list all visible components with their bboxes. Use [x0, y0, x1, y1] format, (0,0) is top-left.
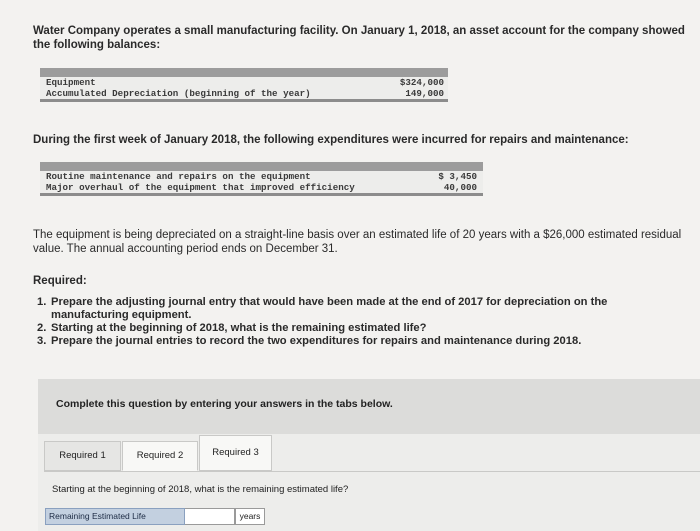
item-text: Prepare the adjusting journal entry that would have been made at the end of 2017 for depreciation on the manufacturing equipment.: [51, 296, 608, 321]
item-text: Prepare the journal entries to record the two expenditures for repairs and maintenance during 2018.: [51, 335, 582, 347]
table-header-bar: [40, 162, 483, 171]
balances-table: [40, 68, 448, 102]
row-label: Accumulated Depreciation (beginning of the year): [46, 88, 311, 99]
tab-divider: [44, 471, 700, 472]
list-item: [37, 296, 687, 322]
remaining-life-input[interactable]: [185, 508, 235, 525]
expenditures-paragraph: During the first week of January 2018, the following expenditures were incurred for repairs and maintenance:: [33, 134, 629, 146]
item-number: 1.: [37, 296, 47, 308]
item-number: 3.: [37, 335, 47, 347]
table-footer-bar: [40, 99, 448, 102]
instruction-panel: [38, 379, 700, 434]
row-label: Major overhaul of the equipment that improved efficiency: [46, 182, 355, 193]
row-amount: $324,000: [399, 77, 444, 88]
row-label: Equipment: [46, 77, 96, 88]
table-header-bar: [40, 68, 448, 77]
question-text: Starting at the beginning of 2018, what is the remaining estimated life?: [52, 484, 349, 495]
required-heading: Required:: [33, 275, 87, 287]
instruction-text: Complete this question by entering your answers in the tabs below.: [56, 398, 393, 410]
answer-row: [45, 508, 265, 525]
table-row: [40, 77, 448, 88]
requirements-list: [37, 296, 687, 348]
table-row: [40, 182, 483, 193]
expenditures-table: [40, 162, 483, 196]
answer-label: Remaining Estimated Life: [45, 508, 185, 525]
item-text: Starting at the beginning of 2018, what is the remaining estimated life?: [51, 322, 427, 334]
row-amount: 40,000: [443, 182, 477, 193]
list-item: [37, 335, 687, 348]
row-amount: $ 3,450: [438, 171, 477, 182]
unit-label: years: [235, 508, 265, 525]
tab-required-3[interactable]: Required 3: [199, 435, 272, 471]
table-row: [40, 171, 483, 182]
tab-required-1[interactable]: Required 1: [44, 441, 121, 471]
equipment-note: The equipment is being depreciated on a straight-line basis over an estimated life of 20 years with a $26,000 estimated residual value. The annual accounting period ends on December 31.: [33, 229, 682, 255]
tab-required-2[interactable]: Required 2: [122, 441, 198, 471]
row-label: Routine maintenance and repairs on the equipment: [46, 171, 311, 182]
list-item: [37, 322, 687, 335]
table-footer-bar: [40, 193, 483, 196]
table-row: [40, 88, 448, 99]
intro-paragraph: Water Company operates a small manufacturing facility. On January 1, 2018, an asset account for the company showed the following balances:: [33, 25, 685, 51]
row-amount: 149,000: [405, 88, 444, 99]
item-number: 2.: [37, 322, 47, 334]
